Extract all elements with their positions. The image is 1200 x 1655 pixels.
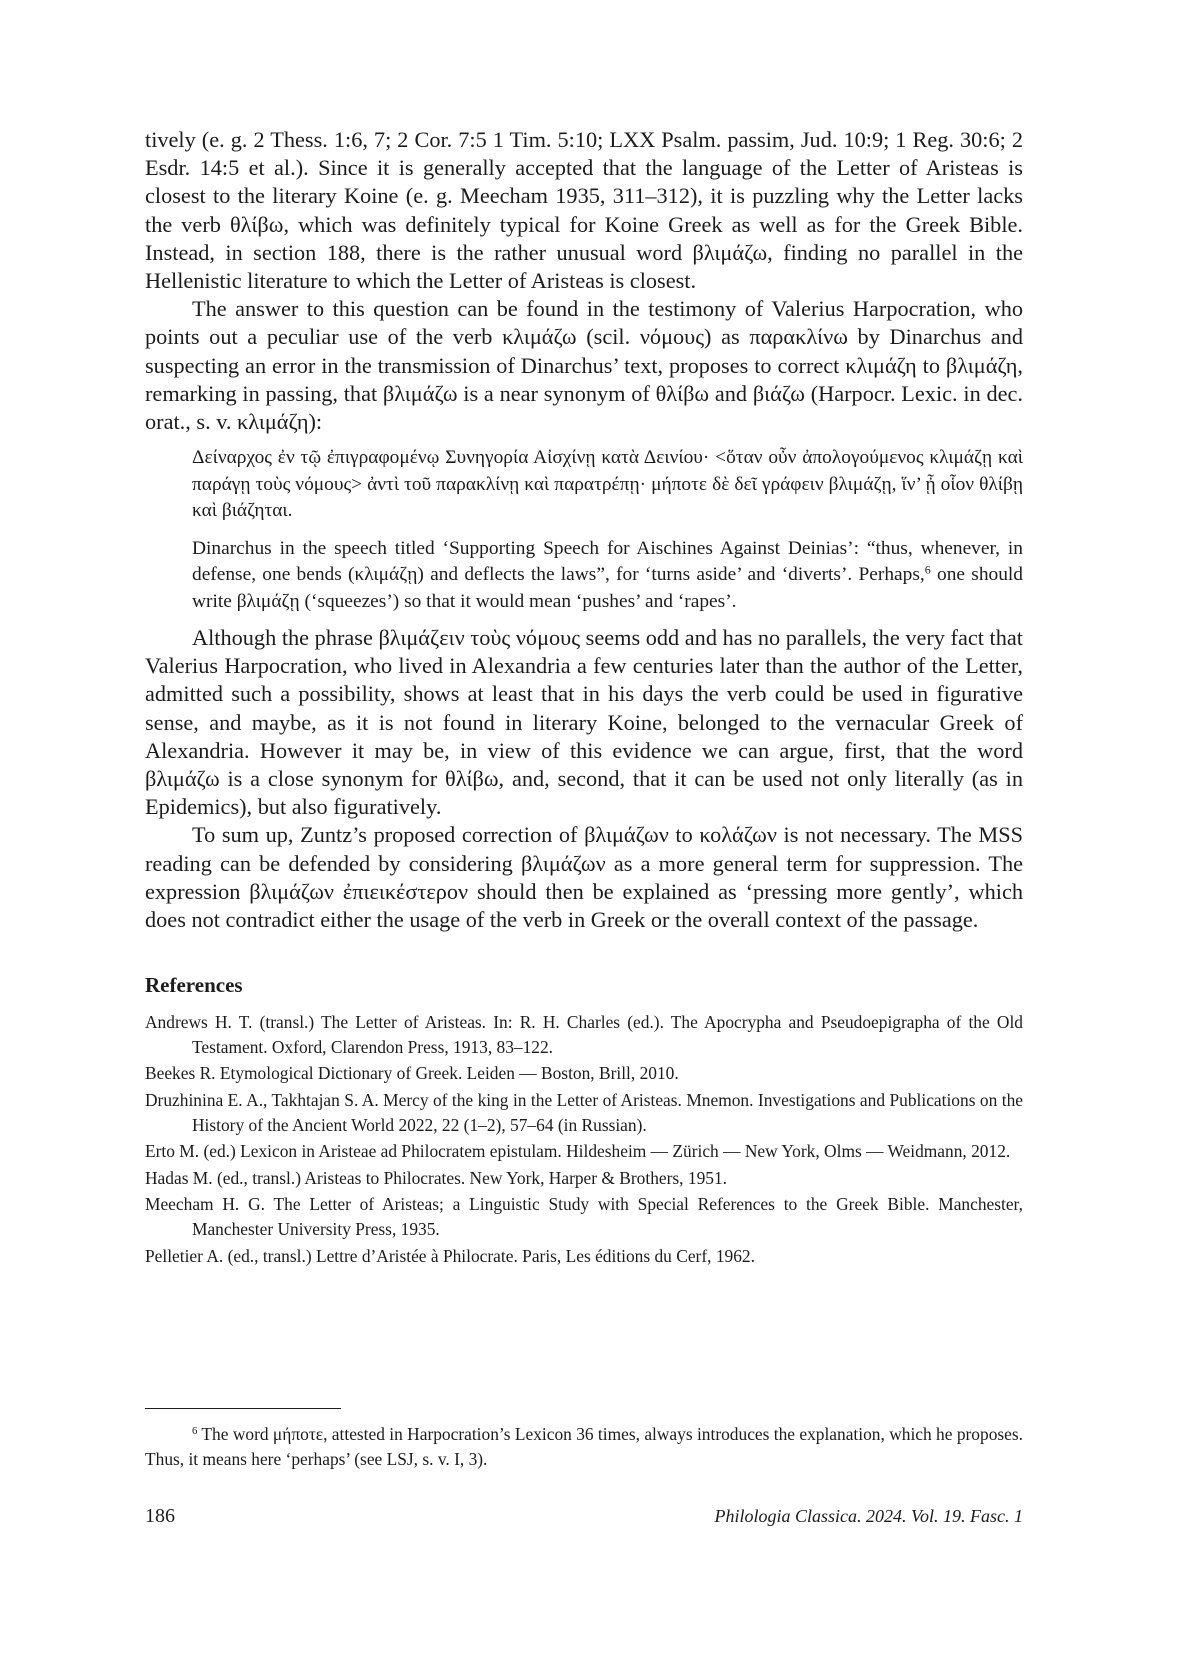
reference-entry: Druzhinina E. A., Takhtajan S. A. Mercy of the king in the Letter of Aristeas. Mnemon. Investigations and Publications on the History of the Ancient World 2022, 22 (1–2), 57–64 (in Russian). bbox=[145, 1090, 1023, 1135]
quote-translation bbox=[192, 536, 1023, 615]
body-text-bottom bbox=[145, 624, 1023, 934]
quote-translation-part: Dinarchus in the speech titled ‘Supporting Speech for Aischines Against Deinias’: “thus, whenever, in defense, one bends (κλιμάζῃ) and deflects the laws”, for ‘turns aside’ and ‘diverts’. Perhaps, bbox=[192, 538, 1023, 586]
page-body bbox=[145, 126, 1023, 1270]
paragraph: To sum up, Zuntz’s proposed correction of βλιμάζων to κολάζων is not necessary. The MSS reading can be defended by considering βλιμάζων as a more general term for suppression. The expression βλιμάζων ἐπιεικέστερον should then be explained as ‘pressing more gently’, which does not contradict either the usage of the verb in Greek or the overall context of the passage. bbox=[145, 822, 1023, 933]
reference-entry: Meecham H. G. The Letter of Aristeas; a Linguistic Study with Special References to the Greek Bible. Manchester, Manchester University Press, 1935. bbox=[145, 1194, 1023, 1239]
block-quote bbox=[192, 445, 1023, 615]
paragraph: Although the phrase βλιμάζειν τοὺς νόμους seems odd and has no parallels, the very fact that Valerius Harpocration, who lived in Alexandria a few centuries later than the author of the Letter, admitted such a possibility, shows at least that in his days the verb could be used in figurative sense, and maybe, as it is not found in literary Koine, belonged to the vernacular Greek of Alexandria. However it may be, in view of this evidence we can argue, first, that the word βλιμάζω is a close synonym for θλίβω, and, second, that it can be used not only literally (as in Epidemics), but also figuratively. bbox=[145, 625, 1023, 820]
footnote bbox=[145, 1422, 1023, 1471]
reference-entry: Andrews H. T. (transl.) The Letter of Aristeas. In: R. H. Charles (ed.). The Apocrypha and Pseudoepigrapha of the Old Testament. Oxford, Clarendon Press, 1913, 83–122. bbox=[145, 1012, 1023, 1057]
paragraph: tively (e. g. 2 Thess. 1:6, 7; 2 Cor. 7:5 1 Tim. 5:10; LXX Psalm. passim, Jud. 10:9; 1 Reg. 30:6; 2 Esdr. 14:5 et al.). Since it is generally accepted that the language of the Letter of Aristeas is closest to the literary Koine (e. g. Meecham 1935, 311–312), it is puzzling why the Letter lacks the verb θλίβω, which was definitely typical for Koine Greek as well as for the Greek Bible. Instead, in section 188, there is the rather unusual word βλιμάζω, finding no parallel in the Hellenistic literature to which the Letter of Aristeas is closest. bbox=[145, 127, 1023, 294]
references-list bbox=[145, 1010, 1023, 1268]
reference-entry: Erto M. (ed.) Lexicon in Aristeae ad Philocratem epistulam. Hildesheim — Zürich — New York, Olms — Weidmann, 2012. bbox=[145, 1141, 1011, 1162]
footnote-marker: 6 bbox=[192, 1425, 198, 1438]
references-heading: References bbox=[145, 973, 243, 998]
footnote-reference[interactable]: 6 bbox=[924, 562, 931, 577]
footnote-body bbox=[145, 1422, 1023, 1471]
reference-entry: Beekes R. Etymological Dictionary of Greek. Leiden — Boston, Brill, 2010. bbox=[145, 1063, 679, 1084]
footnote-divider bbox=[145, 1408, 341, 1409]
footnote-text: The word μήποτε, attested in Harpocration’s Lexicon 36 times, always introduces the explanation, which he proposes. Thus, it means here ‘perhaps’ (see LSJ, s. v. I, 3). bbox=[145, 1424, 1023, 1469]
paragraph: The answer to this question can be found in the testimony of Valerius Harpocration, who points out a peculiar use of the verb κλιμάζω (scil. νόμους) as παρακλίνω by Dinarchus and suspecting an error in the transmission of Dinarchus’ text, proposes to correct κλιμάζη to βλιμάζη, remarking in passing, that βλιμάζω is a near synonym of θλίβω and βιάζω (Harpocr. Lexic. in dec. orat., s. v. κλιμάζη): bbox=[145, 296, 1023, 435]
quote-greek: Δείναρχος ἐν τῷ ἐπιγραφομένῳ Συνηγορία Αἰσχίνῃ κατὰ Δεινίου· <ὅταν οὖν ἀπολογούμενος κλιμάζῃ καὶ παράγῃ τοὺς νόμους> ἀντὶ τοῦ παρακλίνῃ καὶ παρατρέπῃ· μήποτε δὲ δεῖ γράφειν βλιμάζῃ, ἵν’ ᾖ οἷον θλίβῃ καὶ βιάζηται. bbox=[192, 447, 1023, 521]
quote-translation-part: one should write βλιμάζῃ (‘squeezes’) so that it would mean ‘pushes’ and ‘rapes’. bbox=[192, 564, 1023, 612]
reference-entry: Hadas M. (ed., transl.) Aristeas to Philocrates. New York, Harper & Brothers, 1951. bbox=[145, 1167, 727, 1188]
page-number: 186 bbox=[145, 1505, 175, 1527]
reference-entry: Pelletier A. (ed., transl.) Lettre d’Aristée à Philocrate. Paris, Les éditions du Cerf, 1962. bbox=[145, 1245, 755, 1266]
journal-footer: Philologia Classica. 2024. Vol. 19. Fasc. 1 bbox=[714, 1506, 1023, 1526]
body-text-top bbox=[145, 126, 1023, 436]
